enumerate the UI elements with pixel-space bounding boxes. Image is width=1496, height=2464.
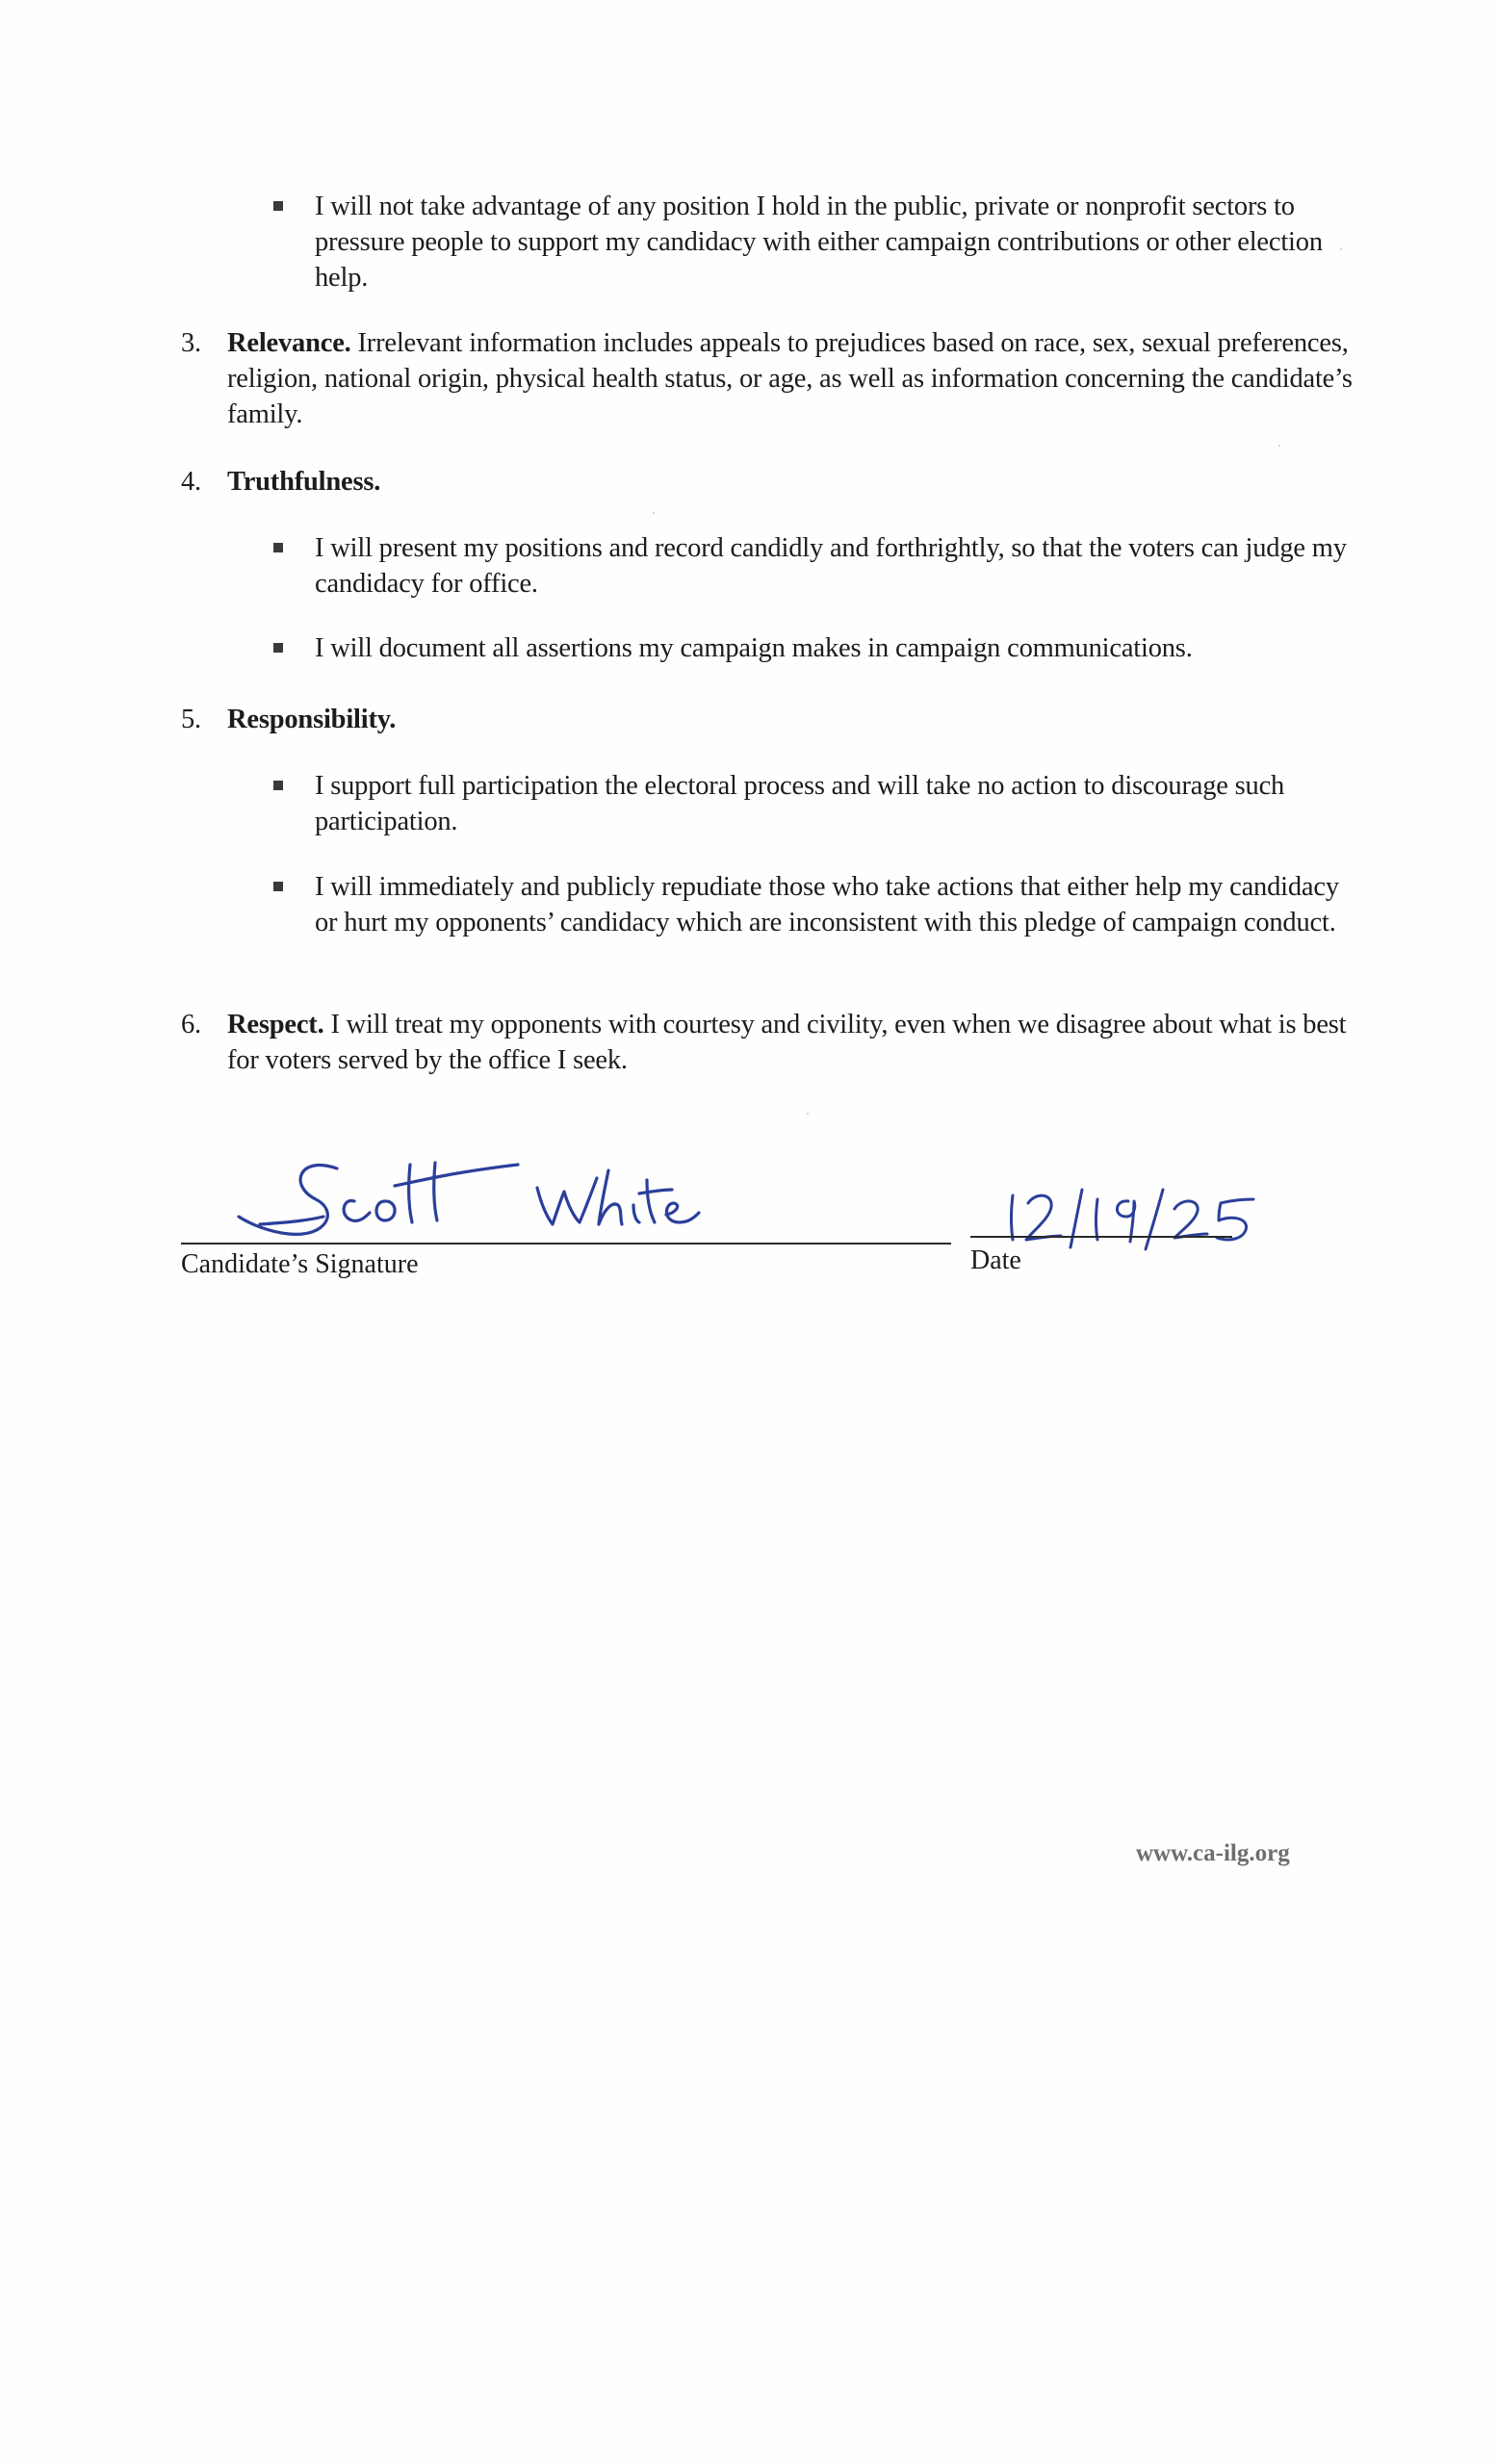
item-respect xyxy=(181,1007,1365,1075)
bullet-marker xyxy=(273,882,283,891)
item-text: I will treat my opponents with courtesy and civility, even when we disagree about what is best for voters served by the office I seek. xyxy=(227,1010,1347,1075)
bullet-repudiate xyxy=(315,869,1354,940)
bullet-text: I will not take advantage of any position I hold in the public, private or nonprofit sectors to pressure people to support my candidacy with either campaign contributions or other election help. xyxy=(315,192,1323,293)
bullet-marker xyxy=(273,201,283,211)
item-heading: Truthfulness. xyxy=(227,467,381,497)
scan-speck xyxy=(1278,445,1280,447)
signature-line xyxy=(181,1243,951,1245)
item-number: 5. xyxy=(181,705,201,734)
item-number: 4. xyxy=(181,467,201,497)
footer-url: www.ca-ilg.org xyxy=(1136,1840,1290,1866)
date-line xyxy=(970,1236,1232,1238)
item-number: 3. xyxy=(181,328,201,358)
bullet-text: I will present my positions and record candidly and forthrightly, so that the voters can judge my candidacy for office. xyxy=(315,533,1347,599)
signature-label: Candidate’s Signature xyxy=(181,1249,419,1279)
scan-speck xyxy=(807,1113,809,1115)
bullet-position-pressure xyxy=(315,189,1354,295)
item-relevance xyxy=(181,325,1365,429)
scan-speck xyxy=(653,512,655,514)
date-label: Date xyxy=(970,1245,1021,1275)
item-heading: Responsibility. xyxy=(227,705,397,734)
item-truthfulness xyxy=(181,464,1365,500)
item-body xyxy=(227,1007,1363,1078)
bullet-marker xyxy=(273,781,283,790)
item-body xyxy=(227,702,1363,737)
bullet-present-positions xyxy=(315,530,1354,602)
item-responsibility xyxy=(181,702,1365,737)
handwritten-date xyxy=(1001,1182,1280,1249)
bullet-text: I will document all assertions my campaign makes in campaign communications. xyxy=(315,633,1193,663)
bullet-text: I will immediately and publicly repudiate those who take actions that either help my candidacy or hurt my opponents’ candidacy which are inconsistent with this pledge of campaign conduct. xyxy=(315,872,1339,937)
item-body xyxy=(227,464,1363,500)
item-number: 6. xyxy=(181,1010,201,1040)
bullet-marker xyxy=(273,543,283,552)
bullet-text: I support full participation the electoral process and will take no action to discourage such participation. xyxy=(315,771,1285,836)
item-heading: Relevance. xyxy=(227,328,351,358)
item-text: Irrelevant information includes appeals to prejudices based on race, sex, sexual preferences, religion, national origin, physical health status, or age, as well as information concerning the candidate’s family. xyxy=(227,328,1353,429)
handwritten-signature xyxy=(231,1145,732,1251)
bullet-marker xyxy=(273,643,283,653)
bullet-document-assertions xyxy=(315,630,1354,666)
item-body xyxy=(227,325,1363,432)
item-heading: Respect. xyxy=(227,1010,324,1040)
bullet-full-participation xyxy=(315,768,1354,839)
